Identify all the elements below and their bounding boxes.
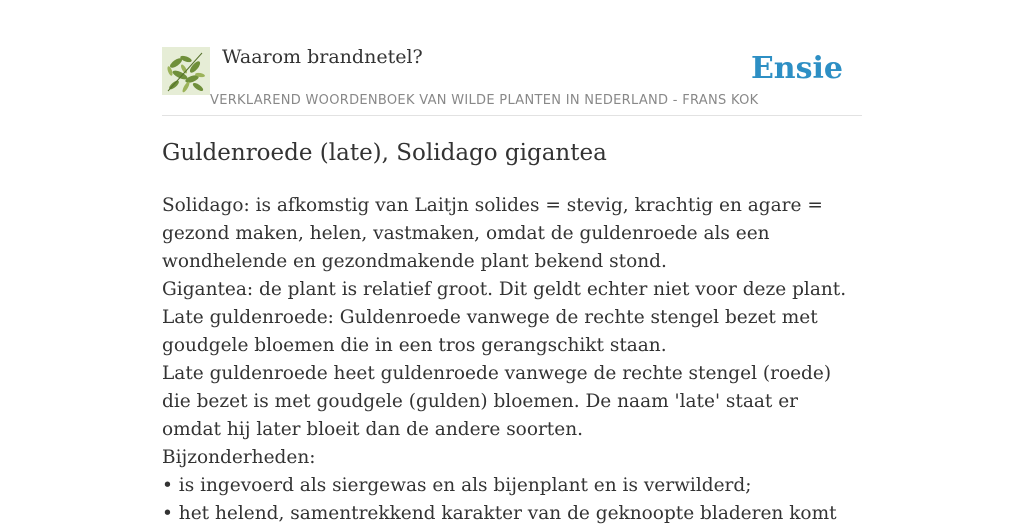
definition-line: Gigantea: de plant is relatief groot. Dit geldt echter niet voor deze plant. bbox=[162, 279, 847, 300]
leaf-logo-icon[interactable] bbox=[162, 47, 210, 95]
entry-definition bbox=[162, 192, 862, 528]
definition-bullet: • is ingevoerd als siergewas en als bijenplant en is verwilderd; bbox=[162, 475, 752, 496]
entry-headword: Guldenroede (late), Solidago gigantea bbox=[162, 140, 607, 166]
definition-line: Solidago: is afkomstig van Laitjn solides = stevig, krachtig en agare = gezond maken, helen, vastmaken, omdat de guldenroede als een wondhelende en gezondmakende plant bekend stond. bbox=[162, 195, 823, 272]
book-title-link[interactable]: Waarom brandnetel? bbox=[222, 46, 423, 68]
definition-line: Late guldenroede: Guldenroede vanwege de rechte stengel bezet met goudgele bloemen die in een tros gerangschikt staan. bbox=[162, 307, 818, 356]
header-divider bbox=[162, 115, 862, 116]
page bbox=[162, 0, 862, 524]
definition-line: Bijzonderheden: bbox=[162, 447, 316, 468]
definition-bullet: • het helend, samentrekkend karakter van de geknoopte bladeren komt bbox=[162, 503, 837, 524]
ensie-brand-logo[interactable]: Ensie bbox=[750, 51, 843, 86]
dictionary-subtitle: VERKLAREND WOORDENBOEK VAN WILDE PLANTEN IN NEDERLAND - FRANS KOK bbox=[210, 93, 759, 108]
definition-line: Late guldenroede heet guldenroede vanwege de rechte stengel (roede) die bezet is met goudgele (gulden) bloemen. De naam 'late' staat er omdat hij later bloeit dan de andere soorten. bbox=[162, 363, 832, 440]
